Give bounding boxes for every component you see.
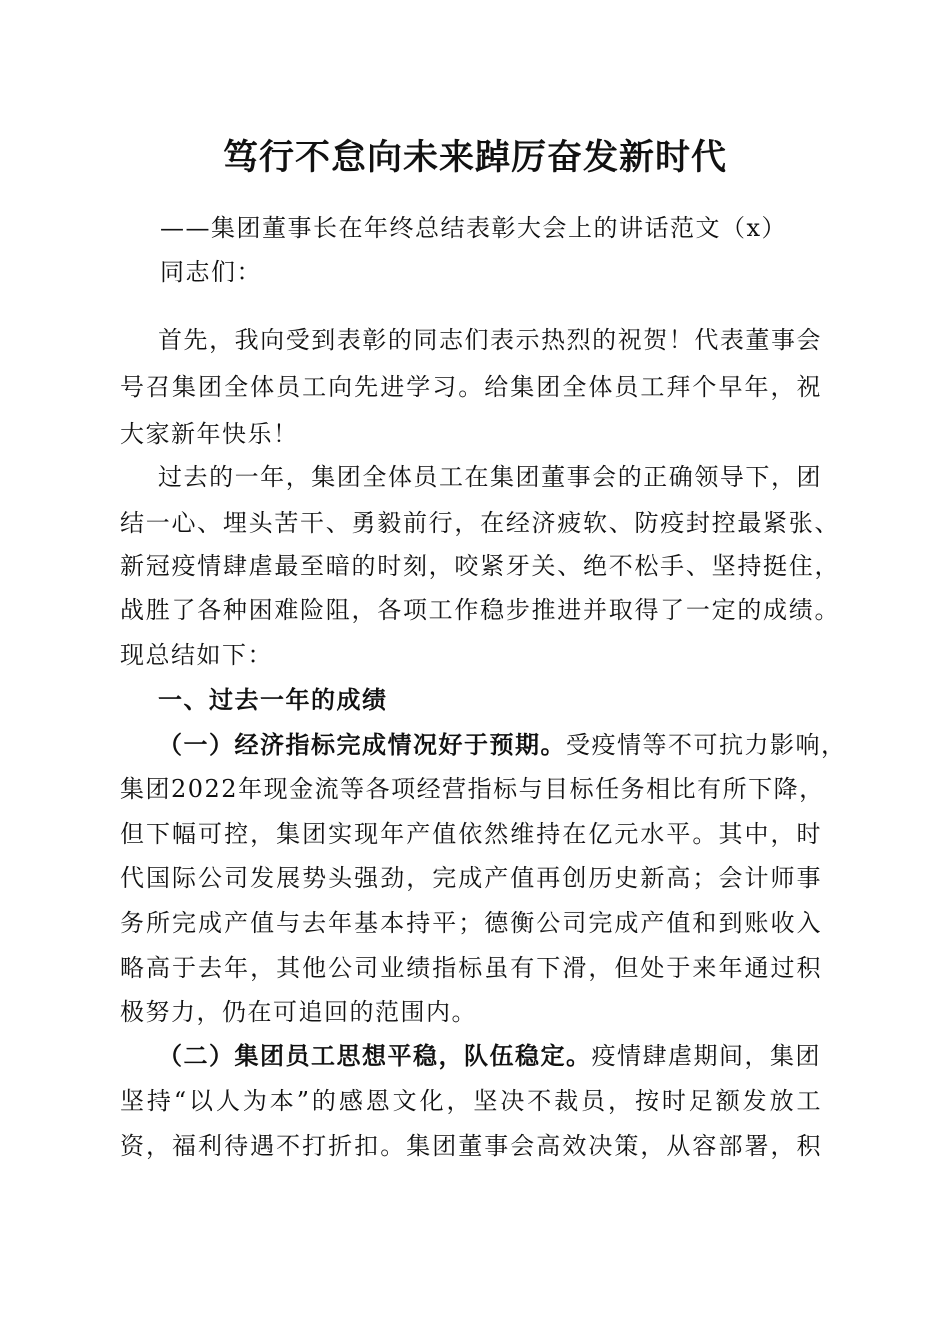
document-title: 笃行不怠向未来踔厉奋发新时代 bbox=[222, 137, 727, 178]
paragraph-line: 略高于去年，其他公司业绩指标虽有下滑，但处于来年通过积 bbox=[120, 954, 822, 982]
paragraph-line: 号召集团全体员工向先进学习。给集团全体员工拜个早年，祝 bbox=[120, 373, 822, 401]
subsection-lead: （二）集团员工思想平稳，队伍稳定。 bbox=[158, 1041, 592, 1070]
section-heading: 一、过去一年的成绩 bbox=[158, 686, 388, 714]
salutation: 同志们： bbox=[160, 258, 262, 286]
paragraph-line bbox=[158, 727, 847, 763]
paragraph-line: 坚持“以人为本”的感恩文化，坚决不裁员，按时足额发放工 bbox=[120, 1087, 822, 1115]
paragraph-line: 集团2022年现金流等各项经营指标与目标任务相比有所下降， bbox=[120, 775, 825, 803]
paragraph-text: 疫情肆虐期间，集团 bbox=[591, 1042, 821, 1070]
paragraph-line: 但下幅可控，集团实现年产值依然维持在亿元水平。其中，时 bbox=[120, 820, 822, 848]
paragraph-line: 现总结如下： bbox=[120, 641, 273, 669]
paragraph-line: 务所完成产值与去年基本持平；德衡公司完成产值和到账收入 bbox=[120, 909, 822, 937]
paragraph-line: 代国际公司发展势头强劲，完成产值再创历史新高；会计师事 bbox=[120, 864, 822, 892]
paragraph-line: 极努力，仍在可追回的范围内。 bbox=[120, 998, 477, 1026]
paragraph-line: 首先，我向受到表彰的同志们表示热烈的祝贺！代表董事会 bbox=[158, 326, 822, 354]
paragraph-line: 过去的一年，集团全体员工在集团董事会的正确领导下，团 bbox=[158, 463, 822, 491]
paragraph-line: 新冠疫情肆虐最至暗的时刻，咬紧牙关、绝不松手、坚持挺住， bbox=[120, 552, 840, 580]
subsection-lead: （一）经济指标完成情况好于预期。 bbox=[158, 730, 566, 759]
paragraph-line: 大家新年快乐！ bbox=[120, 420, 299, 448]
subtitle: ——集团董事长在年终总结表彰大会上的讲话范文（x） bbox=[160, 214, 788, 242]
paragraph-line: 结一心、埋头苦干、勇毅前行，在经济疲软、防疫封控最紧张、 bbox=[120, 509, 840, 537]
paragraph-line: 战胜了各种困难险阻，各项工作稳步推进并取得了一定的成绩。 bbox=[120, 596, 840, 624]
paragraph-text: 受疫情等不可抗力影响， bbox=[566, 731, 847, 759]
paragraph-line bbox=[158, 1038, 840, 1074]
paragraph-line: 资，福利待遇不打折扣。集团董事会高效决策，从容部署，积 bbox=[120, 1132, 822, 1160]
